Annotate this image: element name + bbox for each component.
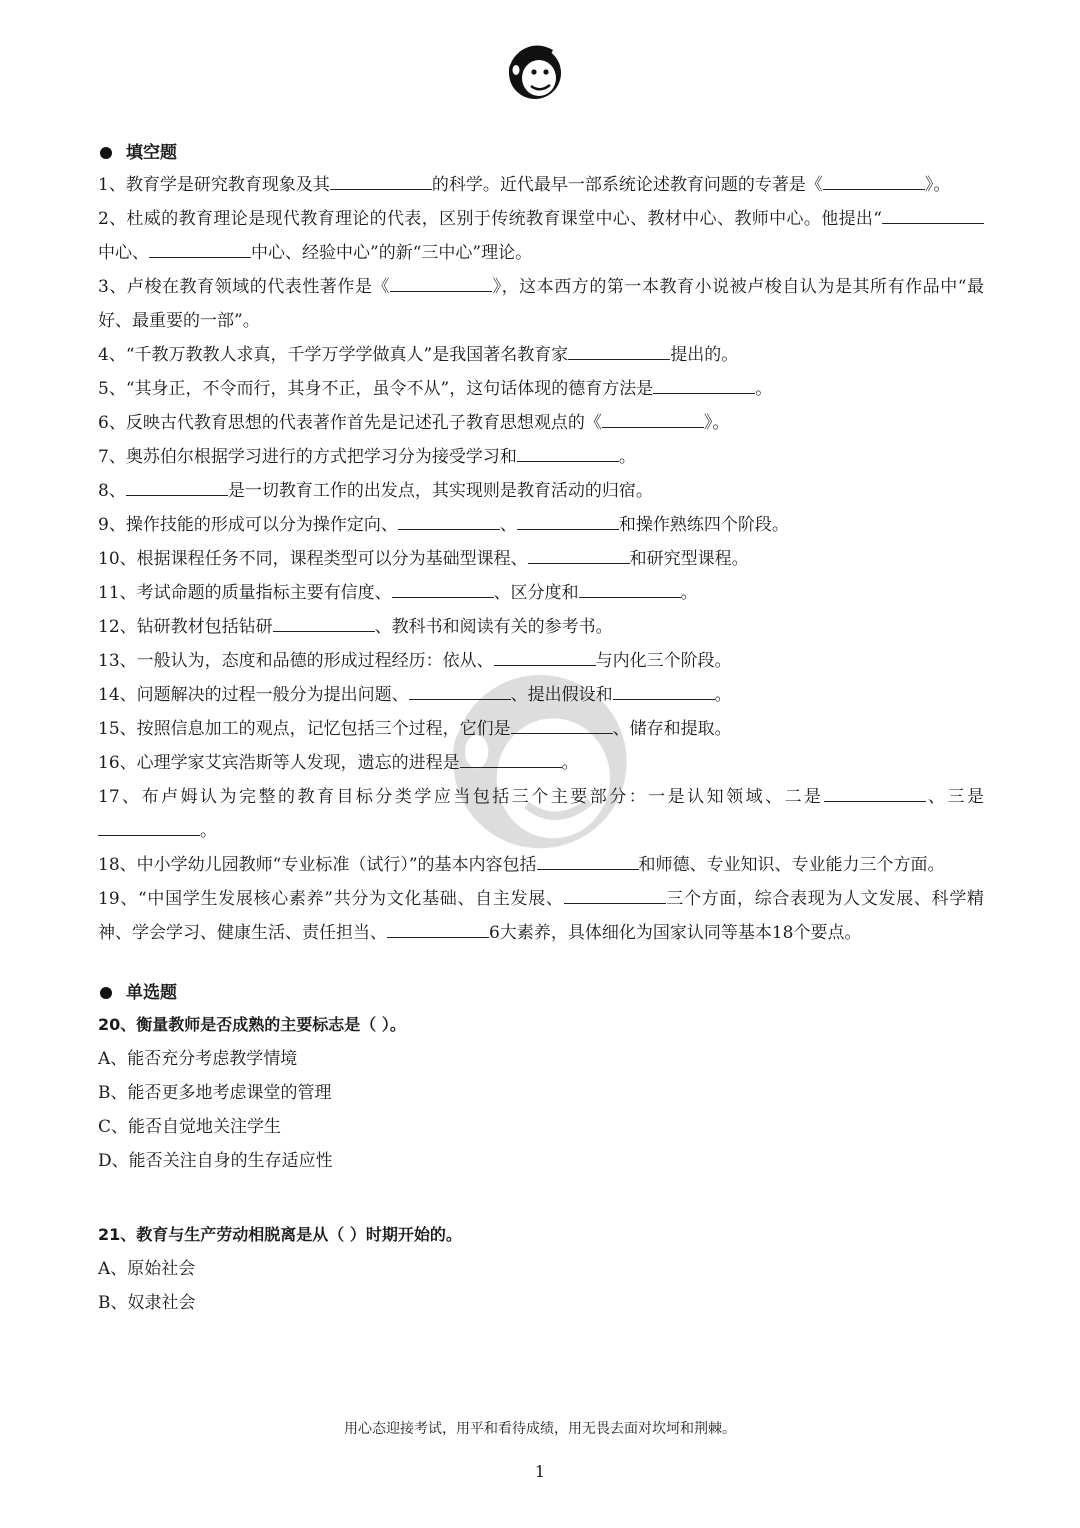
answer-blank (273, 611, 375, 632)
answer-blank (390, 271, 492, 292)
fill-question-12 (98, 610, 984, 644)
fill-question-list (98, 168, 984, 950)
answer-blank (824, 781, 926, 802)
answer-blank (330, 169, 432, 190)
question-text: 和操作熟练四个阶段。 (618, 515, 789, 535)
fill-question-5 (98, 372, 984, 406)
monkey-mascot-logo-icon (505, 40, 565, 102)
question-text: 。 (200, 821, 217, 841)
fill-question-14 (98, 678, 984, 712)
fill-question-13 (98, 644, 984, 678)
answer-blank (494, 645, 596, 666)
fill-question-8 (98, 474, 984, 508)
bullet-icon (100, 987, 112, 999)
mcq-option: D、能否关注自身的生存适应性 (98, 1151, 333, 1171)
answer-blank (517, 441, 619, 462)
answer-blank (149, 237, 251, 258)
question-text: 提出的。 (670, 345, 739, 365)
single-choice-heading (98, 978, 984, 1008)
footer-motto: 用心态迎接考试，用平和看待成绩，用无畏去面对坎坷和荆棘。 (344, 1421, 736, 1437)
question-text: 3、卢梭在教育领域的代表性著作是《 (98, 277, 391, 297)
answer-blank (564, 883, 666, 904)
question-text: 。 (561, 753, 579, 773)
question-text: 。 (755, 379, 773, 399)
fill-question-2 (98, 202, 984, 270)
question-text: 19、“中国学生发展核心素养”共分为文化基础、自主发展、 (98, 889, 564, 909)
mcq-stem-20: 20、衡量教师是否成熟的主要标志是（ ）。 (98, 1015, 406, 1034)
fill-question-15 (98, 712, 984, 746)
question-text: 中心、经验中心”的新“三中心”理论。 (251, 243, 533, 263)
question-text: 、提出假设和 (510, 685, 613, 705)
question-text: 8、 (98, 481, 126, 501)
answer-blank (568, 339, 670, 360)
answer-blank (392, 577, 494, 598)
question-text: 。 (618, 447, 636, 467)
fill-question-3 (98, 270, 984, 338)
answer-blank (823, 169, 925, 190)
question-text: 、教科书和阅读有关的参考书。 (374, 617, 613, 637)
answer-blank (409, 679, 511, 700)
answer-blank (126, 475, 228, 496)
fill-question-16 (98, 746, 984, 780)
question-text: 16、心理学家艾宾浩斯等人发现，遗忘的进程是 (98, 753, 460, 773)
question-text: 。 (714, 685, 732, 705)
answer-blank (653, 373, 755, 394)
mcq-option: B、奴隶社会 (98, 1293, 196, 1313)
answer-blank (613, 679, 715, 700)
answer-blank (387, 917, 489, 938)
section-title: 填空题 (126, 143, 177, 163)
question-text: 和研究型课程。 (629, 549, 749, 569)
answer-blank (537, 849, 639, 870)
bullet-icon (100, 147, 112, 159)
question-text: 的科学。近代最早一部系统论述教育问题的专著是《 (431, 175, 823, 195)
mcq-option: A、原始社会 (98, 1259, 196, 1279)
question-text: 5、“其身正，不令而行，其身不正，虽令不从”，这句话体现的德育方法是 (98, 379, 654, 399)
mcq-stem-21: 21、教育与生产劳动相脱离是从（ ）时期开始的。 (98, 1225, 462, 1244)
exam-content (98, 138, 984, 1320)
question-text: 6大素养，具体细化为国家认同等基本18个要点。 (489, 923, 862, 943)
answer-blank (882, 203, 984, 224)
question-text: 、 (499, 515, 517, 535)
question-text: 》。 (924, 175, 951, 195)
fill-question-6 (98, 406, 984, 440)
fill-question-1 (98, 168, 984, 202)
question-text: 12、钻研教材包括钻研 (98, 617, 273, 637)
question-text: 11、考试命题的质量指标主要有信度、 (98, 583, 392, 603)
question-text: 1、教育学是研究教育现象及其 (98, 175, 330, 195)
question-text: 是一切教育工作的出发点，其实现则是教育活动的归宿。 (227, 481, 653, 501)
answer-blank (579, 577, 681, 598)
question-text: 4、“千教万教教人求真，千学万学学做真人”是我国著名教育家 (98, 345, 569, 365)
question-text: 2、杜威的教育理论是现代教育理论的代表，区别于传统教育课堂中心、教材中心、教师中心。他提出“ (98, 209, 882, 229)
question-text: 13、一般认为，态度和品德的形成过程经历：依从、 (98, 651, 494, 671)
question-text: 、三是 (925, 787, 984, 807)
answer-blank (528, 543, 630, 564)
question-text: 18、中小学幼儿园教师“专业标准（试行）”的基本内容包括 (98, 855, 537, 875)
answer-blank (602, 407, 704, 428)
question-text: 。 (680, 583, 698, 603)
fill-question-7 (98, 440, 984, 474)
question-text: 、区分度和 (493, 583, 579, 603)
fill-question-9 (98, 508, 984, 542)
fill-question-17 (98, 780, 984, 848)
mcq-option: A、能否充分考虑教学情境 (98, 1049, 298, 1069)
question-text: 7、奥苏伯尔根据学习进行的方式把学习分为接受学习和 (98, 447, 517, 467)
answer-blank (98, 815, 200, 836)
mcq-list (98, 1008, 984, 1320)
question-text: 中心、 (98, 243, 149, 263)
question-text: 、储存和提取。 (612, 719, 732, 739)
page-number: 1 (534, 1462, 546, 1481)
answer-blank (460, 747, 562, 768)
question-text: 》。 (703, 413, 730, 433)
question-text: 10、根据课程任务不同，课程类型可以分为基础型课程、 (98, 549, 528, 569)
fill-blank-heading (98, 138, 984, 168)
fill-question-19 (98, 882, 984, 950)
question-text: 》，这本西方的第一本教育小说被卢梭自认为是其所有作品中“最好、最重要的一部”。 (98, 277, 984, 331)
fill-question-11 (98, 576, 984, 610)
question-text: 17、布卢姆认为完整的教育目标分类学应当包括三个主要部分：一是认知领域、二是 (98, 787, 824, 807)
fill-question-10 (98, 542, 984, 576)
section-title: 单选题 (126, 983, 177, 1003)
mcq-option: B、能否更多地考虑课堂的管理 (98, 1083, 332, 1103)
question-text: 和师德、专业知识、专业能力三个方面。 (638, 855, 945, 875)
answer-blank (398, 509, 500, 530)
question-text: 与内化三个阶段。 (595, 651, 732, 671)
question-text: 三个方面，综合表现为人文发展、科学精神、学会学习、健康生活、责任担当、 (98, 889, 985, 943)
question-text: 15、按照信息加工的观点，记忆包括三个过程，它们是 (98, 719, 511, 739)
fill-question-18 (98, 848, 984, 882)
fill-question-4 (98, 338, 984, 372)
question-text: 6、反映古代教育思想的代表著作首先是记述孔子教育思想观点的《 (98, 413, 602, 433)
question-text: 9、操作技能的形成可以分为操作定向、 (98, 515, 398, 535)
answer-blank (517, 509, 619, 530)
answer-blank (511, 713, 613, 734)
mcq-option: C、能否自觉地关注学生 (98, 1117, 282, 1137)
question-text: 14、问题解决的过程一般分为提出问题、 (98, 685, 409, 705)
